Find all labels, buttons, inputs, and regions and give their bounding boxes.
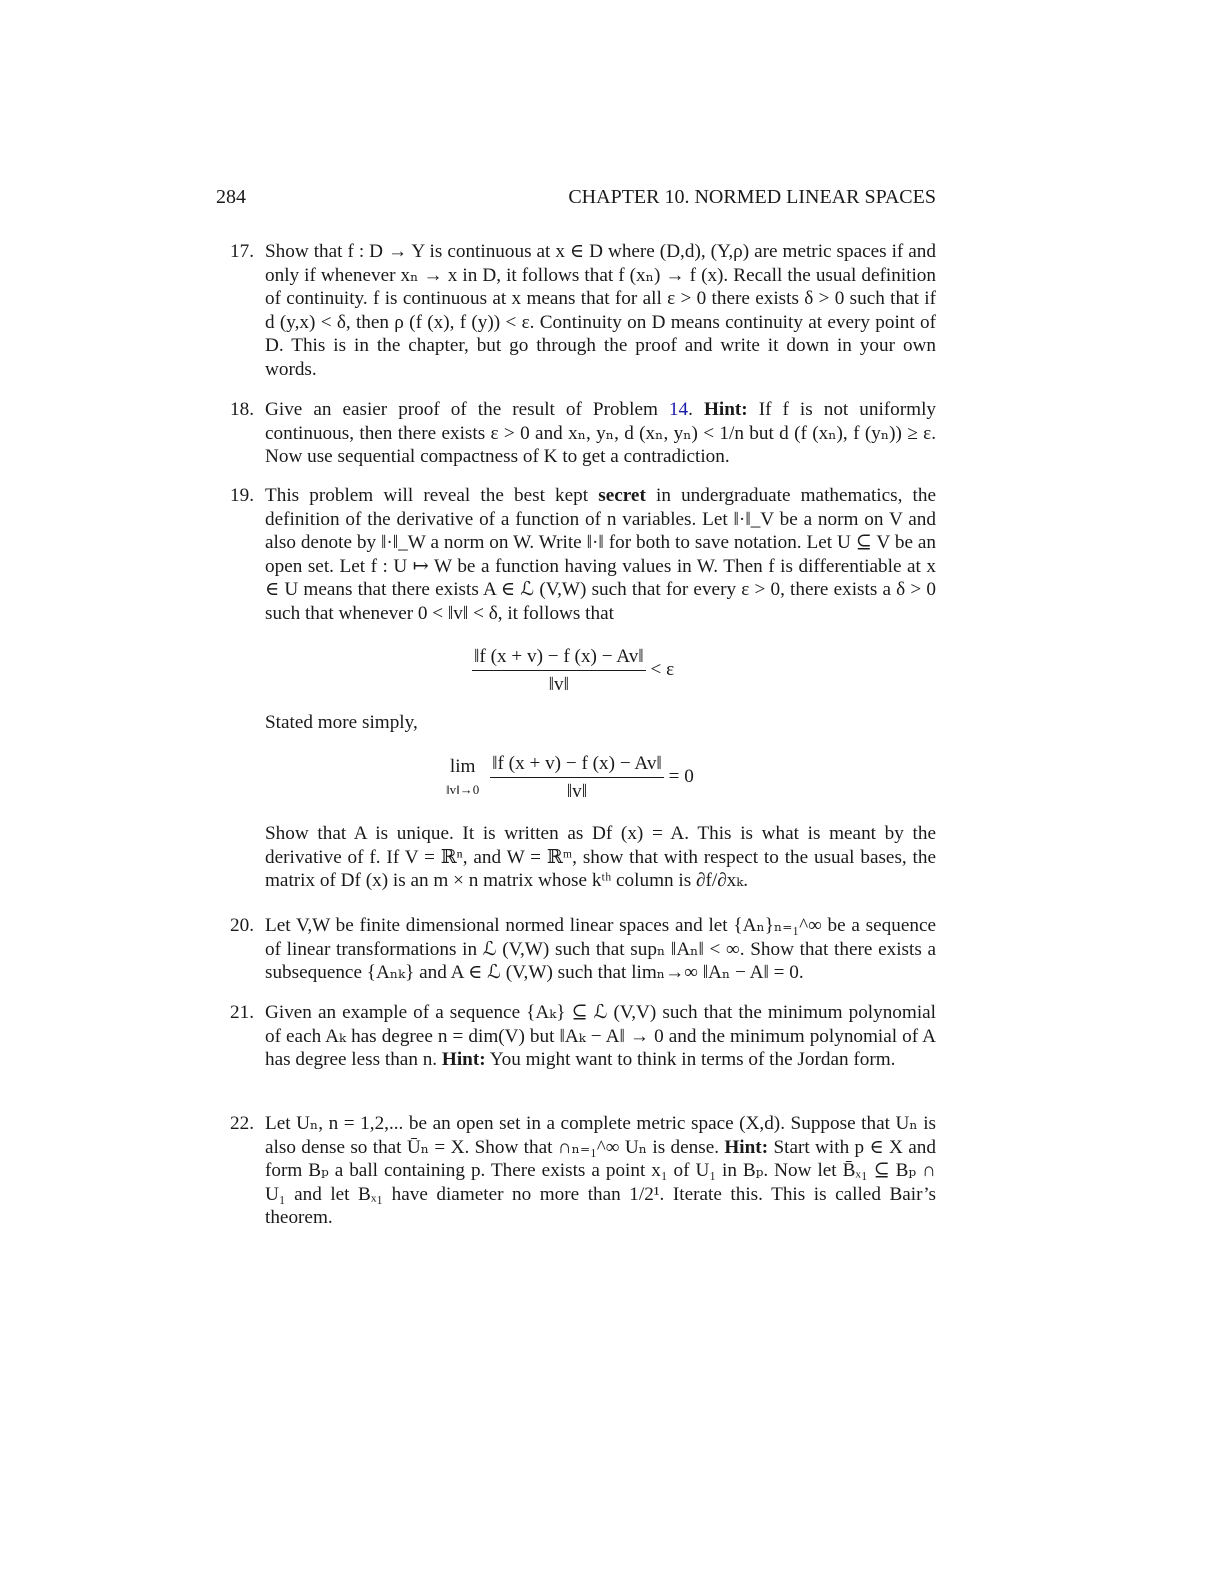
bold-secret: secret (598, 485, 646, 506)
hint-label: Hint: (441, 1049, 486, 1071)
problem-17 (230, 240, 936, 382)
hint-label: Hint: (703, 399, 748, 420)
problem-text: Show that A is unique. It is written as Df (x) = A. This is what is meant by the derivative of f. If V = ℝⁿ, and W = ℝᵐ, show that with respect to the usual bases, the matrix of Df (x) is an m × n matrix whose kᵗʰ column is ∂f/∂xₖ. (265, 823, 936, 892)
problem-number: 22. (230, 1113, 254, 1134)
problem-20 (230, 914, 936, 985)
problem-18 (230, 398, 936, 469)
problem-22 (230, 1112, 936, 1230)
eq-rhs: < ε (650, 658, 675, 680)
problem-text: Let Uₙ, n = 1,2,... be an open set in a complete metric space (X,d). Suppose that Uₙ is also dense so that Ūₙ = X. Show that ∩ₙ₌₁^∞ Uₙ is dense. Hint: Start with p ∈ X and form Bₚ a ball containing p. There exists a point x₁ of U₁ in Bₚ. Now let B̄ₓ₁ ⊆ Bₚ ∩ U₁ and let Bₓ₁ have diameter no more than 1/2¹. Iterate this. This is called Bair’s theorem. (265, 1113, 936, 1229)
lim-label: lim (449, 755, 476, 777)
problem-text: Show that f : D → Y is continuous at x ∈ D where (D,d), (Y,ρ) are metric spaces if and only if whenever xₙ → x in D, it follows that f (xₙ) → f (x). Recall the usual definition of continuity. f is continuous at x means that for all ε > 0 there exists δ > 0 such that if d (y,x) < δ, then ρ (f (x), f (y)) < ε. Continuity on D means continuity at every point of D. This is in the chapter, but go through the proof and write it down in your own words. (265, 241, 936, 380)
problem-text: Let V,W be finite dimensional normed linear spaces and let {Aₙ}ₙ₌₁^∞ be a sequence of linear transformations in ℒ (V,W) such that supₙ ‖Aₙ‖ < ∞. Show that there exists a subsequence {Aₙₖ} and A ∈ ℒ (V,W) such that limₙ→∞ ‖Aₙ − A‖ = 0. (265, 915, 936, 984)
eq-denominator: ‖v‖ (548, 674, 570, 695)
lim-subscript: ‖v‖→0 (446, 781, 480, 797)
eq-numerator: ‖f (x + v) − f (x) − Av‖ (472, 645, 646, 671)
hint-label: Hint: (724, 1136, 769, 1158)
eq-rhs: = 0 (668, 765, 694, 787)
equation-limit (446, 752, 694, 803)
problem-text: Give an easier proof of the result of Problem 14. Hint: If f is not uniformly continuous, then there exists ε > 0 and xₙ, yₙ, d (xₙ, yₙ) < 1/n but d (f (xₙ), f (yₙ)) ≥ ε. Now use sequential compactness of K to get a contradiction. (265, 399, 937, 468)
stated-simply-line: Stated more simply, (265, 712, 418, 733)
problem-number: 19. (230, 485, 254, 506)
problem-number: 18. (230, 399, 254, 420)
problem-19-continued (230, 822, 936, 893)
equation-derivative-definition (472, 645, 674, 696)
eq-denominator: ‖v‖ (566, 781, 588, 802)
chapter-title: CHAPTER 10. NORMED LINEAR SPACES (568, 186, 936, 208)
problem-reference-link[interactable]: 14 (668, 399, 689, 420)
problem-number: 21. (230, 1002, 254, 1023)
running-header (216, 186, 936, 210)
problem-text: Given an example of a sequence {Aₖ} ⊆ ℒ (V,V) such that the minimum polynomial of each Aₖ has degree n = dim(V) but ‖Aₖ − A‖ → 0 and the minimum polynomial of A has degree less than n. Hint: You might want to think in terms of the Jordan form. (265, 1002, 936, 1071)
problem-text: This problem will reveal the best kept secret in undergraduate mathematics, the definition of the derivative of a function of n variables. Let ‖·‖_V be a norm on V and also denote by ‖·‖_W a norm on W. Write ‖·‖ for both to save notation. Let U ⊆ V be an open set. Let f : U ↦ W be a function having values in W. Then f is differentiable at x ∈ U means that there exists A ∈ ℒ (V,W) such that for every ε > 0, there exists a δ > 0 such that whenever 0 < ‖v‖ < δ, it follows that (265, 485, 936, 624)
problem-21 (230, 1001, 936, 1072)
problem-number: 17. (230, 241, 254, 262)
problem-number: 20. (230, 915, 254, 936)
page-number: 284 (216, 186, 246, 208)
eq-numerator: ‖f (x + v) − f (x) − Av‖ (490, 752, 664, 778)
problem-19 (230, 484, 936, 626)
